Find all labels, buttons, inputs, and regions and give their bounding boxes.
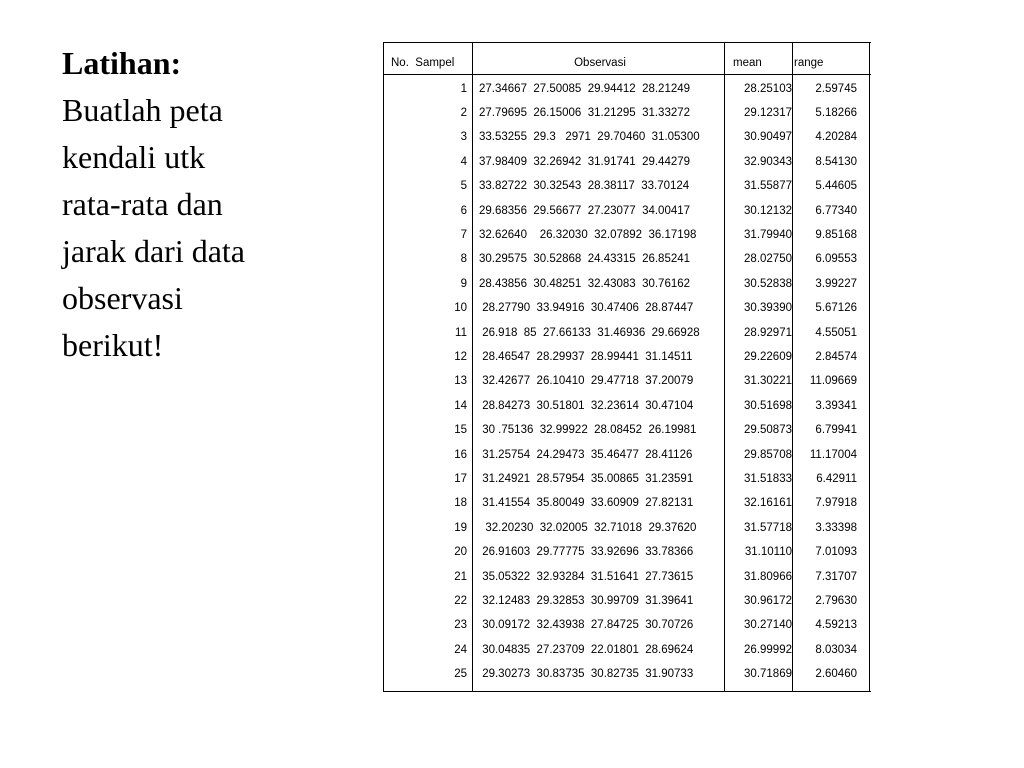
row-mean-cell: 31.55877	[744, 180, 792, 193]
row-range-cell: 6.09553	[815, 253, 857, 266]
row-mean-cell: 30.27140	[744, 619, 792, 632]
table-row	[383, 247, 871, 271]
row-no-cell: 13	[454, 375, 467, 388]
body-line: observasi	[62, 280, 183, 316]
row-observasi-cell: 31.24921 28.57954 35.00865 31.23591	[479, 472, 694, 485]
row-observasi-cell: 27.79695 26.15006 31.21295 31.33272	[479, 106, 691, 119]
table-header-row	[383, 51, 871, 75]
header-observasi: Observasi	[574, 57, 626, 69]
table-row	[383, 589, 871, 613]
table-row	[383, 345, 871, 369]
row-range-cell: 6.79941	[815, 424, 857, 437]
row-no-cell: 18	[454, 497, 467, 510]
table-row	[383, 613, 871, 637]
row-no-cell: 10	[454, 302, 467, 315]
row-range-cell: 5.44605	[815, 180, 857, 193]
table-row	[383, 418, 871, 442]
table-row	[383, 662, 871, 686]
row-no-cell: 14	[454, 399, 467, 412]
row-observasi-cell: 30.04835 27.23709 22.01801 28.69624	[479, 643, 694, 656]
row-no-cell: 3	[460, 131, 467, 144]
row-no-cell: 23	[454, 619, 467, 632]
row-no-cell: 2	[460, 106, 467, 119]
row-observasi-cell: 30.29575 30.52868 24.43315 26.85241	[479, 253, 691, 266]
row-range-cell: 6.77340	[815, 204, 857, 217]
row-mean-cell: 31.30221	[744, 375, 792, 388]
table-row	[383, 272, 871, 296]
body-line: jarak dari data	[62, 233, 245, 269]
row-observasi-cell: 33.82722 30.32543 28.38117 33.70124	[479, 180, 690, 193]
row-no-cell: 7	[460, 228, 467, 241]
row-mean-cell: 29.85708	[744, 448, 792, 461]
data-table	[383, 42, 871, 692]
row-mean-cell: 31.79940	[744, 228, 792, 241]
table-row	[383, 321, 871, 345]
row-range-cell: 8.03034	[815, 643, 857, 656]
row-range-cell: 8.54130	[815, 155, 857, 168]
row-mean-cell: 29.50873	[744, 424, 792, 437]
body-line: Buatlah peta	[62, 92, 223, 128]
table-row	[383, 101, 871, 125]
row-observasi-cell: 32.62640 26.32030 32.07892 36.17198	[479, 228, 697, 241]
instruction-text	[62, 40, 362, 369]
row-range-cell: 2.59745	[815, 82, 857, 95]
row-no-cell: 22	[454, 594, 467, 607]
table-row	[383, 125, 871, 149]
row-range-cell: 4.59213	[815, 619, 857, 632]
row-range-cell: 7.31707	[815, 570, 857, 583]
table-row	[383, 516, 871, 540]
row-observasi-cell: 29.68356 29.56677 27.23077 34.00417	[479, 204, 691, 217]
table-row	[383, 638, 871, 662]
row-observasi-cell: 35.05322 32.93284 31.51641 27.73615	[479, 570, 694, 583]
row-mean-cell: 31.80966	[744, 570, 792, 583]
row-observasi-cell: 26.918 85 27.66133 31.46936 29.66928	[479, 326, 700, 339]
row-mean-cell: 31.10110	[744, 546, 792, 559]
row-no-cell: 1	[460, 82, 467, 95]
row-mean-cell: 29.12317	[744, 106, 792, 119]
row-observasi-cell: 32.20230 32.02005 32.71018 29.37620	[479, 521, 697, 534]
row-no-cell: 20	[454, 546, 467, 559]
row-observasi-cell: 28.27790 33.94916 30.47406 28.87447	[479, 302, 694, 315]
row-no-cell: 17	[454, 472, 467, 485]
table-row	[383, 77, 871, 101]
row-range-cell: 5.18266	[815, 106, 857, 119]
row-mean-cell: 28.25103	[744, 82, 792, 95]
body-line: kendali utk	[62, 139, 206, 175]
row-mean-cell: 28.92971	[744, 326, 792, 339]
row-observasi-cell: 28.46547 28.29937 28.99441 31.14511	[479, 350, 693, 363]
table-row	[383, 540, 871, 564]
row-observasi-cell: 31.41554 35.80049 33.60909 27.82131	[479, 497, 694, 510]
row-range-cell: 4.20284	[815, 131, 857, 144]
row-observasi-cell: 30 .75136 32.99922 28.08452 26.19981	[479, 424, 697, 437]
row-no-cell: 24	[454, 643, 467, 656]
row-observasi-cell: 32.42677 26.10410 29.47718 37.20079	[479, 375, 694, 388]
row-range-cell: 3.39341	[815, 399, 857, 412]
table-row	[383, 296, 871, 320]
table-top-rule	[383, 42, 871, 43]
row-observasi-cell: 30.09172 32.43938 27.84725 30.70726	[479, 619, 694, 632]
table-row	[383, 199, 871, 223]
table-row	[383, 174, 871, 198]
row-mean-cell: 30.71869	[744, 668, 792, 681]
row-observasi-cell: 32.12483 29.32853 30.99709 31.39641	[479, 594, 694, 607]
row-observasi-cell: 28.84273 30.51801 32.23614 30.47104	[479, 399, 694, 412]
table-bottom-rule	[383, 691, 871, 692]
table-row	[383, 150, 871, 174]
row-range-cell: 2.84574	[815, 350, 857, 363]
body-line: rata-rata dan	[62, 186, 223, 222]
row-no-cell: 4	[460, 155, 467, 168]
row-mean-cell: 30.51698	[744, 399, 792, 412]
row-mean-cell: 31.51833	[744, 472, 792, 485]
row-range-cell: 4.55051	[815, 326, 857, 339]
row-range-cell: 9.85168	[815, 228, 857, 241]
row-no-cell: 8	[460, 253, 467, 266]
row-range-cell: 5.67126	[815, 302, 857, 315]
row-range-cell: 3.99227	[815, 277, 857, 290]
row-observasi-cell: 29.30273 30.83735 30.82735 31.90733	[479, 668, 694, 681]
row-mean-cell: 29.22609	[744, 350, 792, 363]
row-mean-cell: 31.57718	[744, 521, 792, 534]
row-no-cell: 5	[460, 180, 467, 193]
slide-title: Latihan:	[62, 45, 182, 81]
table-row	[383, 369, 871, 393]
row-mean-cell: 32.90343	[744, 155, 792, 168]
row-no-cell: 11	[455, 326, 467, 339]
row-range-cell: 2.79630	[815, 594, 857, 607]
row-mean-cell: 30.12132	[744, 204, 792, 217]
row-mean-cell: 26.99992	[744, 643, 792, 656]
row-range-cell: 7.01093	[815, 546, 857, 559]
row-observasi-cell: 27.34667 27.50085 29.94412 28.21249	[479, 82, 691, 95]
body-line: berikut!	[62, 327, 164, 363]
table-row	[383, 565, 871, 589]
header-no-sampel: No. Sampel	[391, 57, 455, 69]
row-mean-cell: 30.52838	[744, 277, 792, 290]
row-range-cell: 6.42911	[816, 472, 857, 485]
row-observasi-cell: 26.91603 29.77775 33.92696 33.78366	[479, 546, 694, 559]
table-row	[383, 394, 871, 418]
row-observasi-cell: 37.98409 32.26942 31.91741 29.44279	[479, 155, 691, 168]
row-no-cell: 6	[460, 204, 467, 217]
row-mean-cell: 30.90497	[744, 131, 792, 144]
row-mean-cell: 32.16161	[744, 497, 792, 510]
row-no-cell: 19	[454, 521, 467, 534]
row-range-cell: 11.17004	[809, 448, 857, 461]
row-no-cell: 21	[454, 570, 467, 583]
row-no-cell: 15	[454, 424, 467, 437]
row-observasi-cell: 31.25754 24.29473 35.46477 28.41126	[479, 448, 693, 461]
row-range-cell: 2.60460	[815, 668, 857, 681]
table-row	[383, 443, 871, 467]
row-observasi-cell: 33.53255 29.3 2971 29.70460 31.05300	[479, 131, 700, 144]
row-observasi-cell: 28.43856 30.48251 32.43083 30.76162	[479, 277, 691, 290]
header-mean: mean	[733, 57, 762, 69]
row-mean-cell: 30.96172	[744, 594, 792, 607]
row-range-cell: 3.33398	[815, 521, 857, 534]
row-mean-cell: 30.39390	[744, 302, 792, 315]
table-row	[383, 223, 871, 247]
table-row	[383, 467, 871, 491]
row-no-cell: 16	[454, 448, 467, 461]
row-range-cell: 11.09669	[809, 375, 857, 388]
row-range-cell: 7.97918	[815, 497, 857, 510]
header-range: range	[794, 57, 824, 69]
row-mean-cell: 28.02750	[744, 253, 792, 266]
row-no-cell: 25	[454, 668, 467, 681]
row-no-cell: 12	[454, 350, 467, 363]
row-no-cell: 9	[460, 277, 467, 290]
table-row	[383, 491, 871, 515]
